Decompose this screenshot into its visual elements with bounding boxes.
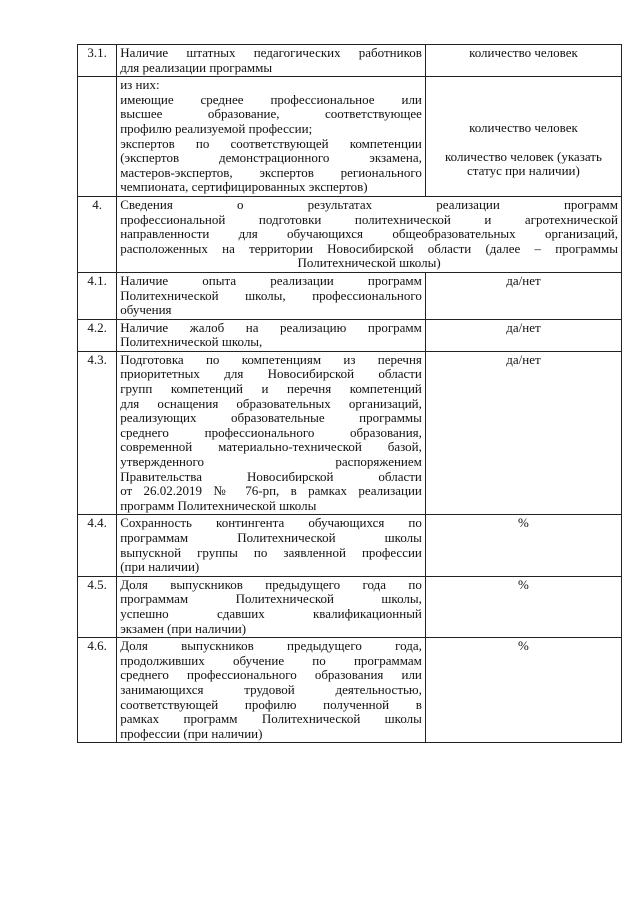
row-number: 4.6. — [78, 638, 117, 743]
desc-line: Доля выпускников предыдущего года, — [120, 638, 422, 654]
desc-line: Наличие жалоб на реализацию программ — [120, 319, 422, 335]
desc-line: расположенных на территории Новосибирской области (далее – программы — [120, 240, 618, 256]
desc-line: Политехнической школы, профессионального — [120, 287, 422, 303]
desc-line: Доля выпускников предыдущего года по — [120, 576, 422, 592]
row-number: 4.4. — [78, 515, 117, 576]
desc-line: соответствующей профилю полученной в — [120, 696, 422, 712]
desc-line: Сведения о результатах реализации программ — [120, 196, 618, 212]
row-description — [117, 515, 426, 576]
desc-line: рамках программ Политехнической школы — [120, 711, 422, 727]
desc-line: Наличие опыта реализации программ — [120, 272, 422, 288]
row-unit: % — [425, 515, 621, 576]
desc-line: Подготовка по компетенциям из перечня — [120, 351, 422, 367]
desc-line: экспертов по соответствующей компетенции — [120, 135, 422, 151]
row-number: 3.1. — [78, 45, 117, 77]
row-description — [117, 45, 426, 77]
table-row — [78, 515, 622, 576]
row-unit: количество человек — [425, 45, 621, 77]
row-description — [117, 351, 426, 515]
unit-count-status: количество человек (указать статус при наличии) — [444, 148, 602, 179]
row-description — [117, 272, 426, 319]
table-row — [78, 196, 622, 272]
desc-line: современной материально-технической базой, — [120, 439, 422, 455]
desc-line: (экспертов демонстрационного экзамена, — [120, 150, 422, 166]
desc-line: Правительства Новосибирской области — [120, 468, 422, 484]
desc-line: продолживших обучение по программам — [120, 652, 422, 668]
criteria-table — [77, 44, 622, 743]
desc-line: экзамен (при наличии) — [120, 620, 247, 636]
row-unit: да/нет — [425, 319, 621, 351]
row-description — [117, 638, 426, 743]
desc-line: для оснащения образовательных организаций, — [120, 395, 422, 411]
desc-line: занимающихся трудовой деятельностью, — [120, 681, 422, 697]
desc-line: групп компетенций и перечня компетенций — [120, 381, 422, 397]
row-description — [117, 319, 426, 351]
desc-line: утвержденного распоряжением — [120, 454, 422, 470]
row-unit: % — [425, 638, 621, 743]
row-number: 4.2. — [78, 319, 117, 351]
row-unit — [425, 77, 621, 197]
desc-line: (при наличии) — [120, 559, 200, 575]
desc-line: направленности для обучающихся общеобразовательных организаций, — [120, 226, 618, 242]
unit-count: количество человек — [469, 120, 578, 136]
table-row — [78, 576, 622, 637]
desc-line: имеющие среднее профессиональное или — [120, 91, 422, 107]
desc-line: обучения — [120, 302, 172, 318]
row-number: 4.3. — [78, 351, 117, 515]
desc-line: Политехнической школы) — [297, 255, 441, 271]
desc-line: чемпионата, сертифицированных экспертов) — [120, 179, 368, 195]
table-row — [78, 77, 622, 197]
section-heading — [117, 196, 622, 272]
desc-line: профессиональной подготовки политехнической и агротехнической — [120, 211, 618, 227]
row-unit: % — [425, 576, 621, 637]
table-row — [78, 351, 622, 515]
row-description — [117, 576, 426, 637]
desc-line: Наличие штатных педагогических работников — [120, 45, 422, 60]
desc-line: профилю реализуемой профессии; — [120, 120, 313, 136]
table-row — [78, 45, 622, 77]
row-unit: да/нет — [425, 351, 621, 515]
desc-line: высшее образование, соответствующее — [120, 106, 422, 122]
desc-line: среднего профессионального образования, — [120, 424, 422, 440]
desc-line: от 26.02.2019 № 76-рп, в рамках реализации — [120, 483, 422, 499]
table-row — [78, 272, 622, 319]
table-row — [78, 638, 622, 743]
desc-line: профессии (при наличии) — [120, 725, 263, 741]
table-row — [78, 319, 622, 351]
desc-line: реализующих образовательные программы — [120, 410, 422, 426]
desc-line: мастеров-экспертов, экспертов регионального — [120, 164, 422, 180]
row-number — [78, 77, 117, 197]
desc-line: выпускной группы по заявленной профессии — [120, 544, 422, 560]
row-number: 4.1. — [78, 272, 117, 319]
desc-line: успешно сдавших квалификационный — [120, 605, 422, 621]
row-description — [117, 77, 426, 197]
row-number: 4.5. — [78, 576, 117, 637]
desc-line: программ Политехнической школы — [120, 497, 317, 513]
desc-line: для реализации программы — [120, 59, 273, 75]
desc-line: из них: — [120, 77, 160, 93]
desc-line: Политехнической школы, — [120, 334, 263, 350]
desc-line: программам Политехнической школы — [120, 530, 422, 545]
desc-line: среднего профессионального образования или — [120, 667, 422, 683]
row-unit: да/нет — [425, 272, 621, 319]
desc-line: Сохранность контингента обучающихся по — [120, 515, 422, 531]
row-number: 4. — [78, 196, 117, 272]
desc-line: программам Политехнической школы, — [120, 591, 422, 607]
desc-line: приоритетных для Новосибирской области — [120, 366, 422, 382]
